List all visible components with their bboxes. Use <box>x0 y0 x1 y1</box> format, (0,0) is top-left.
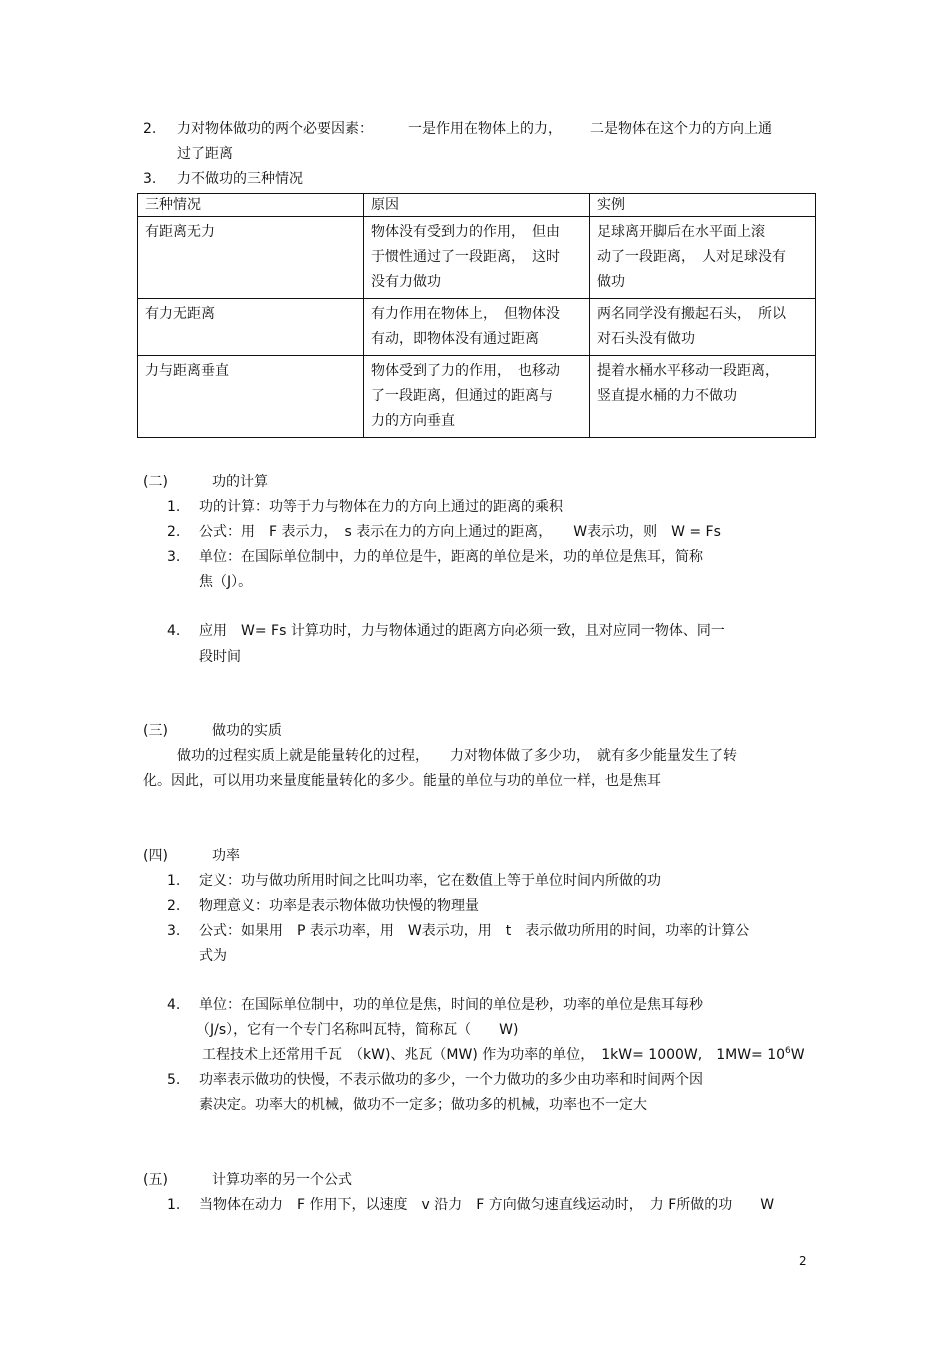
item-number: 2. <box>167 524 181 540</box>
item-text: 一是作用在物体上的力， <box>408 121 562 137</box>
section-title: 功的计算 <box>212 474 268 490</box>
cell-line: 提着水桶水平移动一段距离， <box>597 363 779 379</box>
table-cell-reason <box>364 299 590 356</box>
item-text-continued: 素决定。功率大的机械，做功不一定多；做功多的机械，功率也不一定大 <box>199 1097 647 1113</box>
section-title: 功率 <box>212 848 240 864</box>
item-text: 定义：功与做功所用时间之比叫功率，它在数值上等于单位时间内所做的功 <box>199 873 661 889</box>
item-text-continued: （J/s），它有一个专门名称叫瓦特，简称瓦（ W) <box>196 1022 519 1038</box>
item-text: 功的计算：功等于力与物体在力的方向上通过的距离的乘积 <box>199 499 563 515</box>
unit-line-text: 工程技术上还常用千瓦 （kW)、兆瓦（MW) 作为功率的单位， 1kW= 1000W, 1MW= 10 <box>202 1047 786 1063</box>
item-text: 力不做功的三种情况 <box>177 171 303 187</box>
item-text: 公式：如果用 P 表示功率，用 W表示功，用 t 表示做功所用的时间，功率的计算公 <box>199 923 750 939</box>
cell-line: 于惯性通过了一段距离， 这时 <box>371 249 560 265</box>
cell-line: 做功 <box>597 274 625 290</box>
item-number: 1. <box>167 873 181 889</box>
item-text: 力对物体做功的两个必要因素： <box>177 121 373 137</box>
item-number: 3. <box>143 171 157 187</box>
cell-line: 竖直提水桶的力不做功 <box>597 388 737 404</box>
cell-line: 物体没有受到力的作用， 但由 <box>371 224 560 240</box>
item-number: 1. <box>167 1197 181 1213</box>
item-text: 单位：在国际单位制中，力的单位是牛，距离的单位是米，功的单位是焦耳，简称 <box>199 549 703 565</box>
item-number: 4. <box>167 997 181 1013</box>
cell-line: 力的方向垂直 <box>371 413 455 429</box>
table-cell-case: 力与距离垂直 <box>138 356 364 438</box>
item-text: 应用 W= Fs 计算功时，力与物体通过的距离方向必须一致，且对应同一物体、同一 <box>199 623 725 639</box>
item-text: 功率表示做功的快慢，不表示做功的多少，一个力做功的多少由功率和时间两个因 <box>199 1072 703 1088</box>
paragraph-line: 化。因此，可以用功来量度能量转化的多少。能量的单位与功的单位一样，也是焦耳 <box>143 773 661 789</box>
cell-line: 有动，即物体没有通过距离 <box>371 331 539 347</box>
table-header-cell: 三种情况 <box>138 194 364 217</box>
item-number: 2. <box>143 121 157 137</box>
table-cell-example <box>590 299 816 356</box>
section-label: (四) <box>143 848 168 864</box>
section-title: 做功的实质 <box>212 723 282 739</box>
item-text: 二是物体在这个力的方向上通 <box>590 121 772 137</box>
table-header-cell: 实例 <box>590 194 816 217</box>
item-number: 2. <box>167 898 181 914</box>
item-number: 1. <box>167 499 181 515</box>
table-cell-case: 有力无距离 <box>138 299 364 356</box>
item-number: 4. <box>167 623 181 639</box>
cell-line: 对石头没有做功 <box>597 331 695 347</box>
table-row <box>138 217 816 299</box>
item-number: 3. <box>167 923 181 939</box>
item-text-continued <box>202 1046 805 1064</box>
superscript-exponent: 6 <box>785 1046 791 1056</box>
table-row <box>138 299 816 356</box>
section-label: (三) <box>143 723 168 739</box>
item-text-continued: 式为 <box>199 948 227 964</box>
item-number: 3. <box>167 549 181 565</box>
item-text: 物理意义：功率是表示物体做功快慢的物理量 <box>199 898 479 914</box>
item-number: 5. <box>167 1072 181 1088</box>
page-number: 2 <box>799 1254 807 1268</box>
cell-line: 了一段距离，但通过的距离与 <box>371 388 553 404</box>
table-cell-example <box>590 217 816 299</box>
cell-line: 物体受到了力的作用， 也移动 <box>371 363 560 379</box>
item-text: 公式：用 F 表示力， s 表示在力的方向上通过的距离， W表示功，则 W = Fs <box>199 524 721 540</box>
cases-table <box>137 193 816 438</box>
item-text-continued: 段时间 <box>199 649 241 665</box>
item-text-continued: 过了距离 <box>177 146 233 162</box>
item-text: 单位：在国际单位制中，功的单位是焦，时间的单位是秒，功率的单位是焦耳每秒 <box>199 997 703 1013</box>
cell-line: 没有力做功 <box>371 274 441 290</box>
section-title: 计算功率的另一个公式 <box>212 1172 352 1188</box>
section-label: (二) <box>143 474 168 490</box>
cell-line: 有力作用在物体上， 但物体没 <box>371 306 560 322</box>
table-cell-reason <box>364 356 590 438</box>
table-cell-case: 有距离无力 <box>138 217 364 299</box>
table-row <box>138 356 816 438</box>
table-header-cell: 原因 <box>364 194 590 217</box>
unit-line-text: W <box>790 1047 805 1063</box>
cell-line: 动了一段距离， 人对足球没有 <box>597 249 786 265</box>
table-cell-example <box>590 356 816 438</box>
paragraph-line: 做功的过程实质上就是能量转化的过程， 力对物体做了多少功， 就有多少能量发生了转 <box>177 748 737 764</box>
item-text: 当物体在动力 F 作用下，以速度 v 沿力 F 方向做匀速直线运动时， 力 F所做的功 W <box>199 1197 775 1213</box>
cell-line: 足球离开脚后在水平面上滚 <box>597 224 765 240</box>
table-header-row <box>138 194 816 217</box>
item-text-continued: 焦（J）。 <box>199 574 253 590</box>
cell-line: 两名同学没有搬起石头， 所以 <box>597 306 786 322</box>
section-label: (五) <box>143 1172 168 1188</box>
table-cell-reason <box>364 217 590 299</box>
